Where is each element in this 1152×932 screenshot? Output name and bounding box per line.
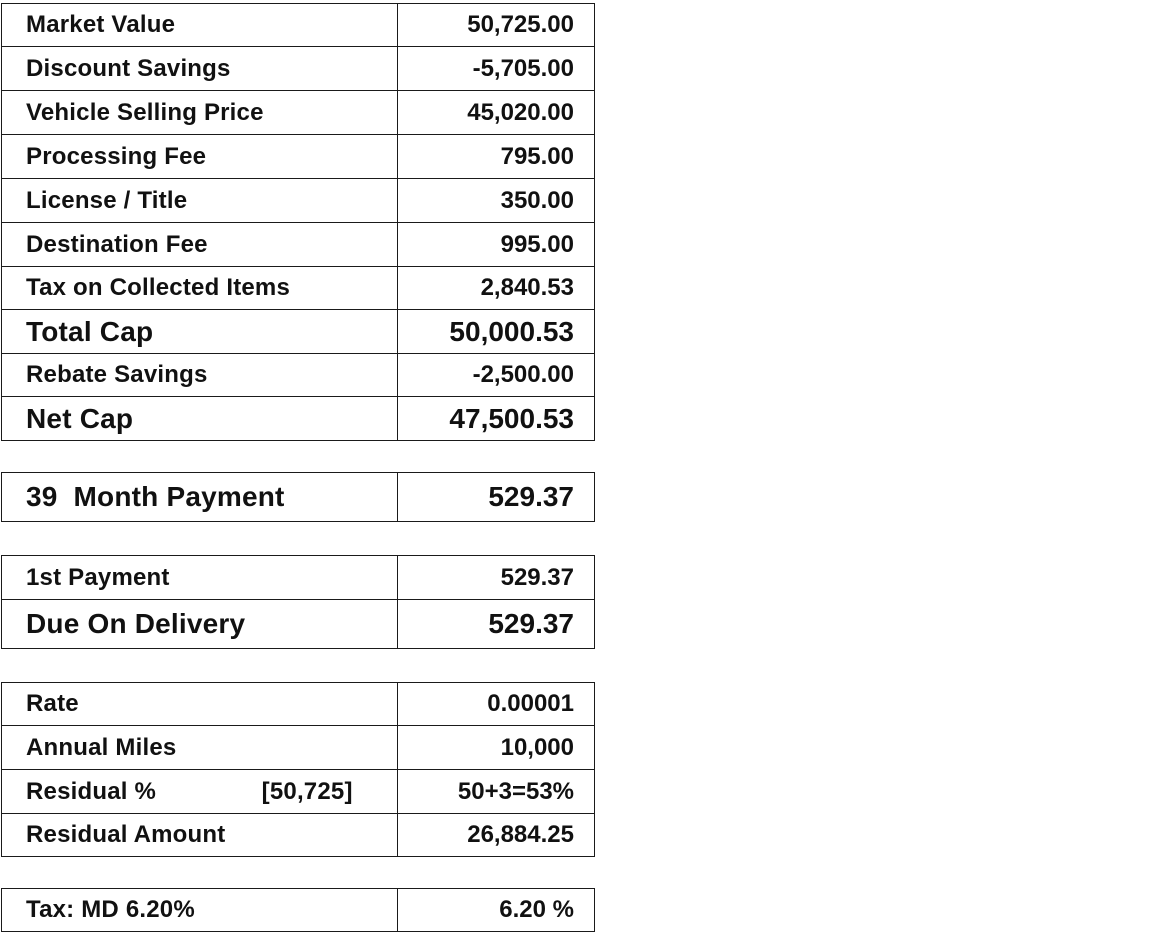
residual-amount-value: 26,884.25 xyxy=(397,814,594,857)
first-payment-amount: 529.37 xyxy=(397,556,594,600)
residual-percent-label: Residual % xyxy=(26,777,157,805)
row-annual-miles xyxy=(2,726,595,770)
pricing-table xyxy=(1,3,595,441)
destination-fee-amount: 995.00 xyxy=(397,223,594,267)
tax-rate-value: 6.20 % xyxy=(397,889,594,932)
row-first-payment xyxy=(2,556,595,600)
row-rebate-savings xyxy=(2,354,595,397)
rebate-savings-label: Rebate Savings xyxy=(2,354,398,397)
total-cap-label: Total Cap xyxy=(2,310,398,354)
market-value-amount: 50,725.00 xyxy=(397,4,594,47)
tax-collected-items-label: Tax on Collected Items xyxy=(2,267,398,310)
tax-collected-items-amount: 2,840.53 xyxy=(397,267,594,310)
row-month-payment xyxy=(2,473,595,522)
row-license-title xyxy=(2,179,595,223)
vehicle-selling-price-amount: 45,020.00 xyxy=(397,91,594,135)
row-tax-collected-items xyxy=(2,267,595,310)
due-on-delivery-amount: 529.37 xyxy=(397,600,594,649)
annual-miles-label: Annual Miles xyxy=(2,726,398,770)
rebate-savings-amount: -2,500.00 xyxy=(397,354,594,397)
row-destination-fee xyxy=(2,223,595,267)
row-residual-amount xyxy=(2,814,595,857)
row-residual-percent xyxy=(2,770,595,814)
row-tax-rate xyxy=(2,889,595,932)
rate-label: Rate xyxy=(2,683,398,726)
total-cap-amount: 50,000.53 xyxy=(397,310,594,354)
rate-value: 0.00001 xyxy=(397,683,594,726)
row-rate xyxy=(2,683,595,726)
month-payment-amount: 529.37 xyxy=(397,473,594,522)
row-due-on-delivery xyxy=(2,600,595,649)
row-market-value xyxy=(2,4,595,47)
row-total-cap xyxy=(2,310,595,354)
processing-fee-amount: 795.00 xyxy=(397,135,594,179)
discount-savings-amount: -5,705.00 xyxy=(397,47,594,91)
annual-miles-value: 10,000 xyxy=(397,726,594,770)
monthly-payment-table xyxy=(1,472,595,522)
row-net-cap xyxy=(2,397,595,441)
net-cap-amount: 47,500.53 xyxy=(397,397,594,441)
delivery-table xyxy=(1,555,595,649)
row-discount-savings xyxy=(2,47,595,91)
due-on-delivery-label: Due On Delivery xyxy=(2,600,398,649)
tax-rate-label: Tax: MD 6.20% xyxy=(2,889,398,932)
discount-savings-label: Discount Savings xyxy=(2,47,398,91)
residual-percent-value: 50+3=53% xyxy=(397,770,594,814)
vehicle-selling-price-label: Vehicle Selling Price xyxy=(2,91,398,135)
month-payment-label: 39 Month Payment xyxy=(2,473,398,522)
license-title-label: License / Title xyxy=(2,179,398,223)
processing-fee-label: Processing Fee xyxy=(2,135,398,179)
market-value-label: Market Value xyxy=(2,4,398,47)
residual-amount-label: Residual Amount xyxy=(2,814,398,857)
row-vehicle-selling-price xyxy=(2,91,595,135)
residual-percent-cell xyxy=(2,770,398,814)
tax-table xyxy=(1,888,595,932)
net-cap-label: Net Cap xyxy=(2,397,398,441)
license-title-amount: 350.00 xyxy=(397,179,594,223)
row-processing-fee xyxy=(2,135,595,179)
lease-terms-table xyxy=(1,682,595,857)
destination-fee-label: Destination Fee xyxy=(2,223,398,267)
residual-base-value: [50,725] xyxy=(261,777,353,805)
first-payment-label: 1st Payment xyxy=(2,556,398,600)
